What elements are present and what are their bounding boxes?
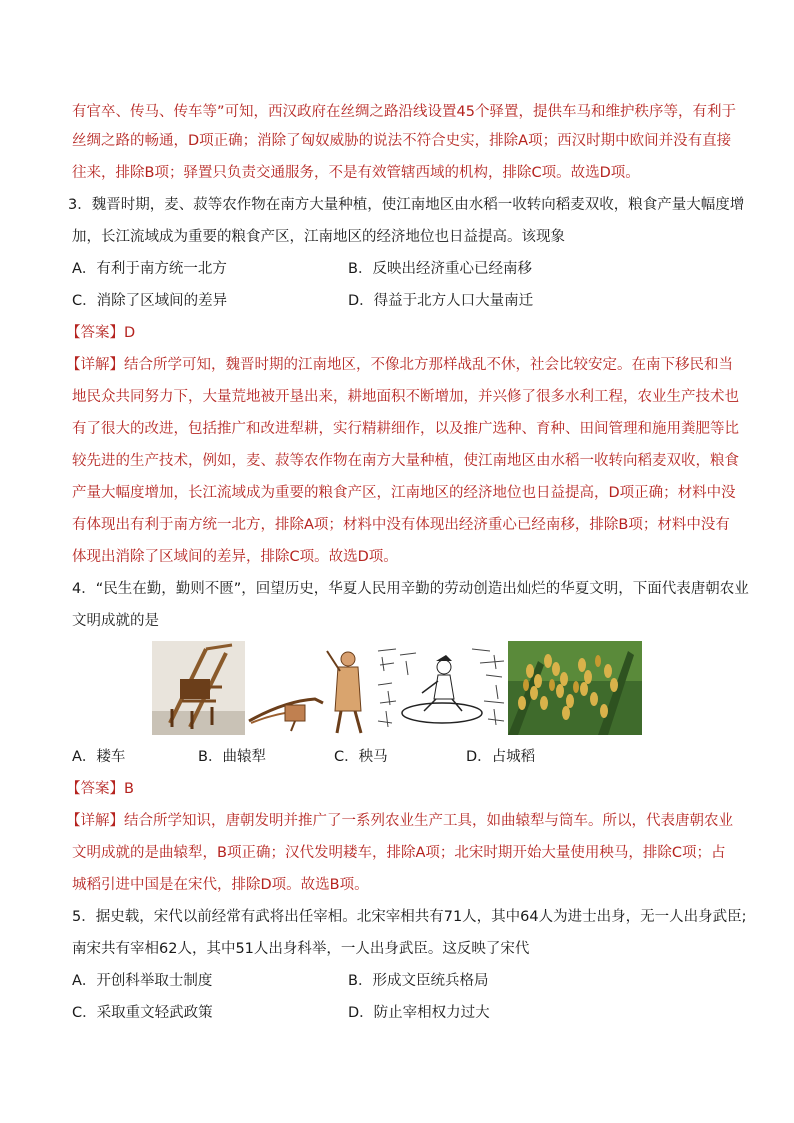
q3-option-a: A．有利于南方统一北方 xyxy=(72,261,227,277)
q5-stem-line-2: 南宋共有宰相62人，其中51人出身科举，一人出身武臣。这反映了宋代 xyxy=(72,941,530,957)
q3-detail-line-7: 体现出消除了区域间的差异，排除C项。故选D项。 xyxy=(72,549,398,565)
q5-option-d: D．防止宰相权力过大 xyxy=(348,1005,490,1021)
q4-detail-line-3: 城稻引进中国是在宋代，排除D项。故选B项。 xyxy=(72,877,369,893)
prev-detail-line-2: 丝绸之路的畅通，D项正确；消除了匈奴威胁的说法不符合史实，排除A项；西汉时期中欧间并没有直接 xyxy=(72,133,732,149)
q3-detail-line-4: 较先进的生产技术，例如，麦、菽等农作物在南方大量种植，使江南地区由水稻一收转向稻麦双收，粮食 xyxy=(72,453,739,469)
q3-stem-line-1: 3．魏晋时期，麦、菽等农作物在南方大量种植，使江南地区由水稻一收转向稻麦双收，粮食产量大幅度增 xyxy=(68,197,745,213)
q4-answer-value: B xyxy=(124,781,134,797)
q4-option-a: A．耧车 xyxy=(72,749,126,765)
q4-answer xyxy=(66,779,134,799)
q3-detail-line-3: 有了很大的改进，包括推广和改进犁耕，实行精耕细作，以及推广选种、育种、田间管理和施用粪肥等比 xyxy=(72,421,739,437)
image-yangma-seedling-horse xyxy=(376,641,508,735)
q4-stem-line-1: 4．“民生在勤，勤则不匮”，回望历史，华夏人民用辛勤的劳动创造出灿烂的华夏文明，下面代表唐朝农业 xyxy=(72,581,749,597)
q3-option-b: B．反映出经济重心已经南移 xyxy=(348,261,532,277)
q3-option-c: C．消除了区域间的差异 xyxy=(72,293,228,309)
q5-stem-line-1: 5．据史载，宋代以前经常有武将出任宰相。北宋宰相共有71人，其中64人为进士出身，无一人出身武臣; xyxy=(72,909,747,925)
prev-detail-line-1: 有官卒、传马、传车等”可知，西汉政府在丝绸之路沿线设置45个驿置，提供车马和维护秩序等，有利于 xyxy=(72,104,736,120)
q4-stem-line-2: 文明成就的是 xyxy=(72,613,159,629)
q3-detail-line-5: 产量大幅度增加，长江流域成为重要的粮食产区，江南地区的经济地位也日益提高，D项正确；材料中没 xyxy=(72,485,736,501)
q4-detail-line-2: 文明成就的是曲辕犁，B项正确；汉代发明耧车，排除A项；北宋时期开始大量使用秧马，排除C项；占 xyxy=(72,845,726,861)
q4-option-d: D．占城稻 xyxy=(466,749,536,765)
q4-detail-line-1 xyxy=(66,811,733,831)
q4-option-b: B．曲辕犁 xyxy=(198,749,266,765)
q5-option-c: C．采取重文轻武政策 xyxy=(72,1005,213,1021)
q5-option-a: A．开创科举取士制度 xyxy=(72,973,213,989)
image-champa-rice xyxy=(508,641,642,735)
prev-detail-line-3: 往来，排除B项；驿置只负责交通服务，不是有效管辖西域的机构，排除C项。故选D项。 xyxy=(72,165,640,181)
q5-option-b: B．形成文臣统兵格局 xyxy=(348,973,489,989)
q3-answer-value: D xyxy=(124,325,136,341)
q3-answer-tag: 【答案】 xyxy=(66,325,124,341)
q3-detail-line-1 xyxy=(66,355,733,375)
image-louche-seeder xyxy=(152,641,245,735)
q4-option-c: C．秧马 xyxy=(334,749,388,765)
image-curved-plough xyxy=(245,641,375,735)
q4-detail-text-1: 结合所学知识，唐朝发明并推广了一系列农业生产工具，如曲辕犁与筒车。所以，代表唐朝农业 xyxy=(124,813,733,829)
q3-detail-line-2: 地民众共同努力下，大量荒地被开垦出来，耕地面积不断增加，并兴修了很多水利工程，农业生产技术也 xyxy=(72,389,739,405)
q3-detail-line-6: 有体现出有利于南方统一北方，排除A项；材料中没有体现出经济重心已经南移，排除B项；材料中没有 xyxy=(72,517,730,533)
q4-detail-tag: 【详解】 xyxy=(66,813,124,829)
q3-detail-tag: 【详解】 xyxy=(66,357,124,373)
q4-answer-tag: 【答案】 xyxy=(66,781,124,797)
q3-stem-line-2: 加，长江流域成为重要的粮食产区，江南地区的经济地位也日益提高。该现象 xyxy=(72,229,565,245)
q3-option-d: D．得益于北方人口大量南迁 xyxy=(348,293,534,309)
q3-detail-text-1: 结合所学可知，魏晋时期的江南地区，不像北方那样战乱不休，社会比较安定。在南下移民和当 xyxy=(124,357,733,373)
q3-answer xyxy=(66,323,135,343)
